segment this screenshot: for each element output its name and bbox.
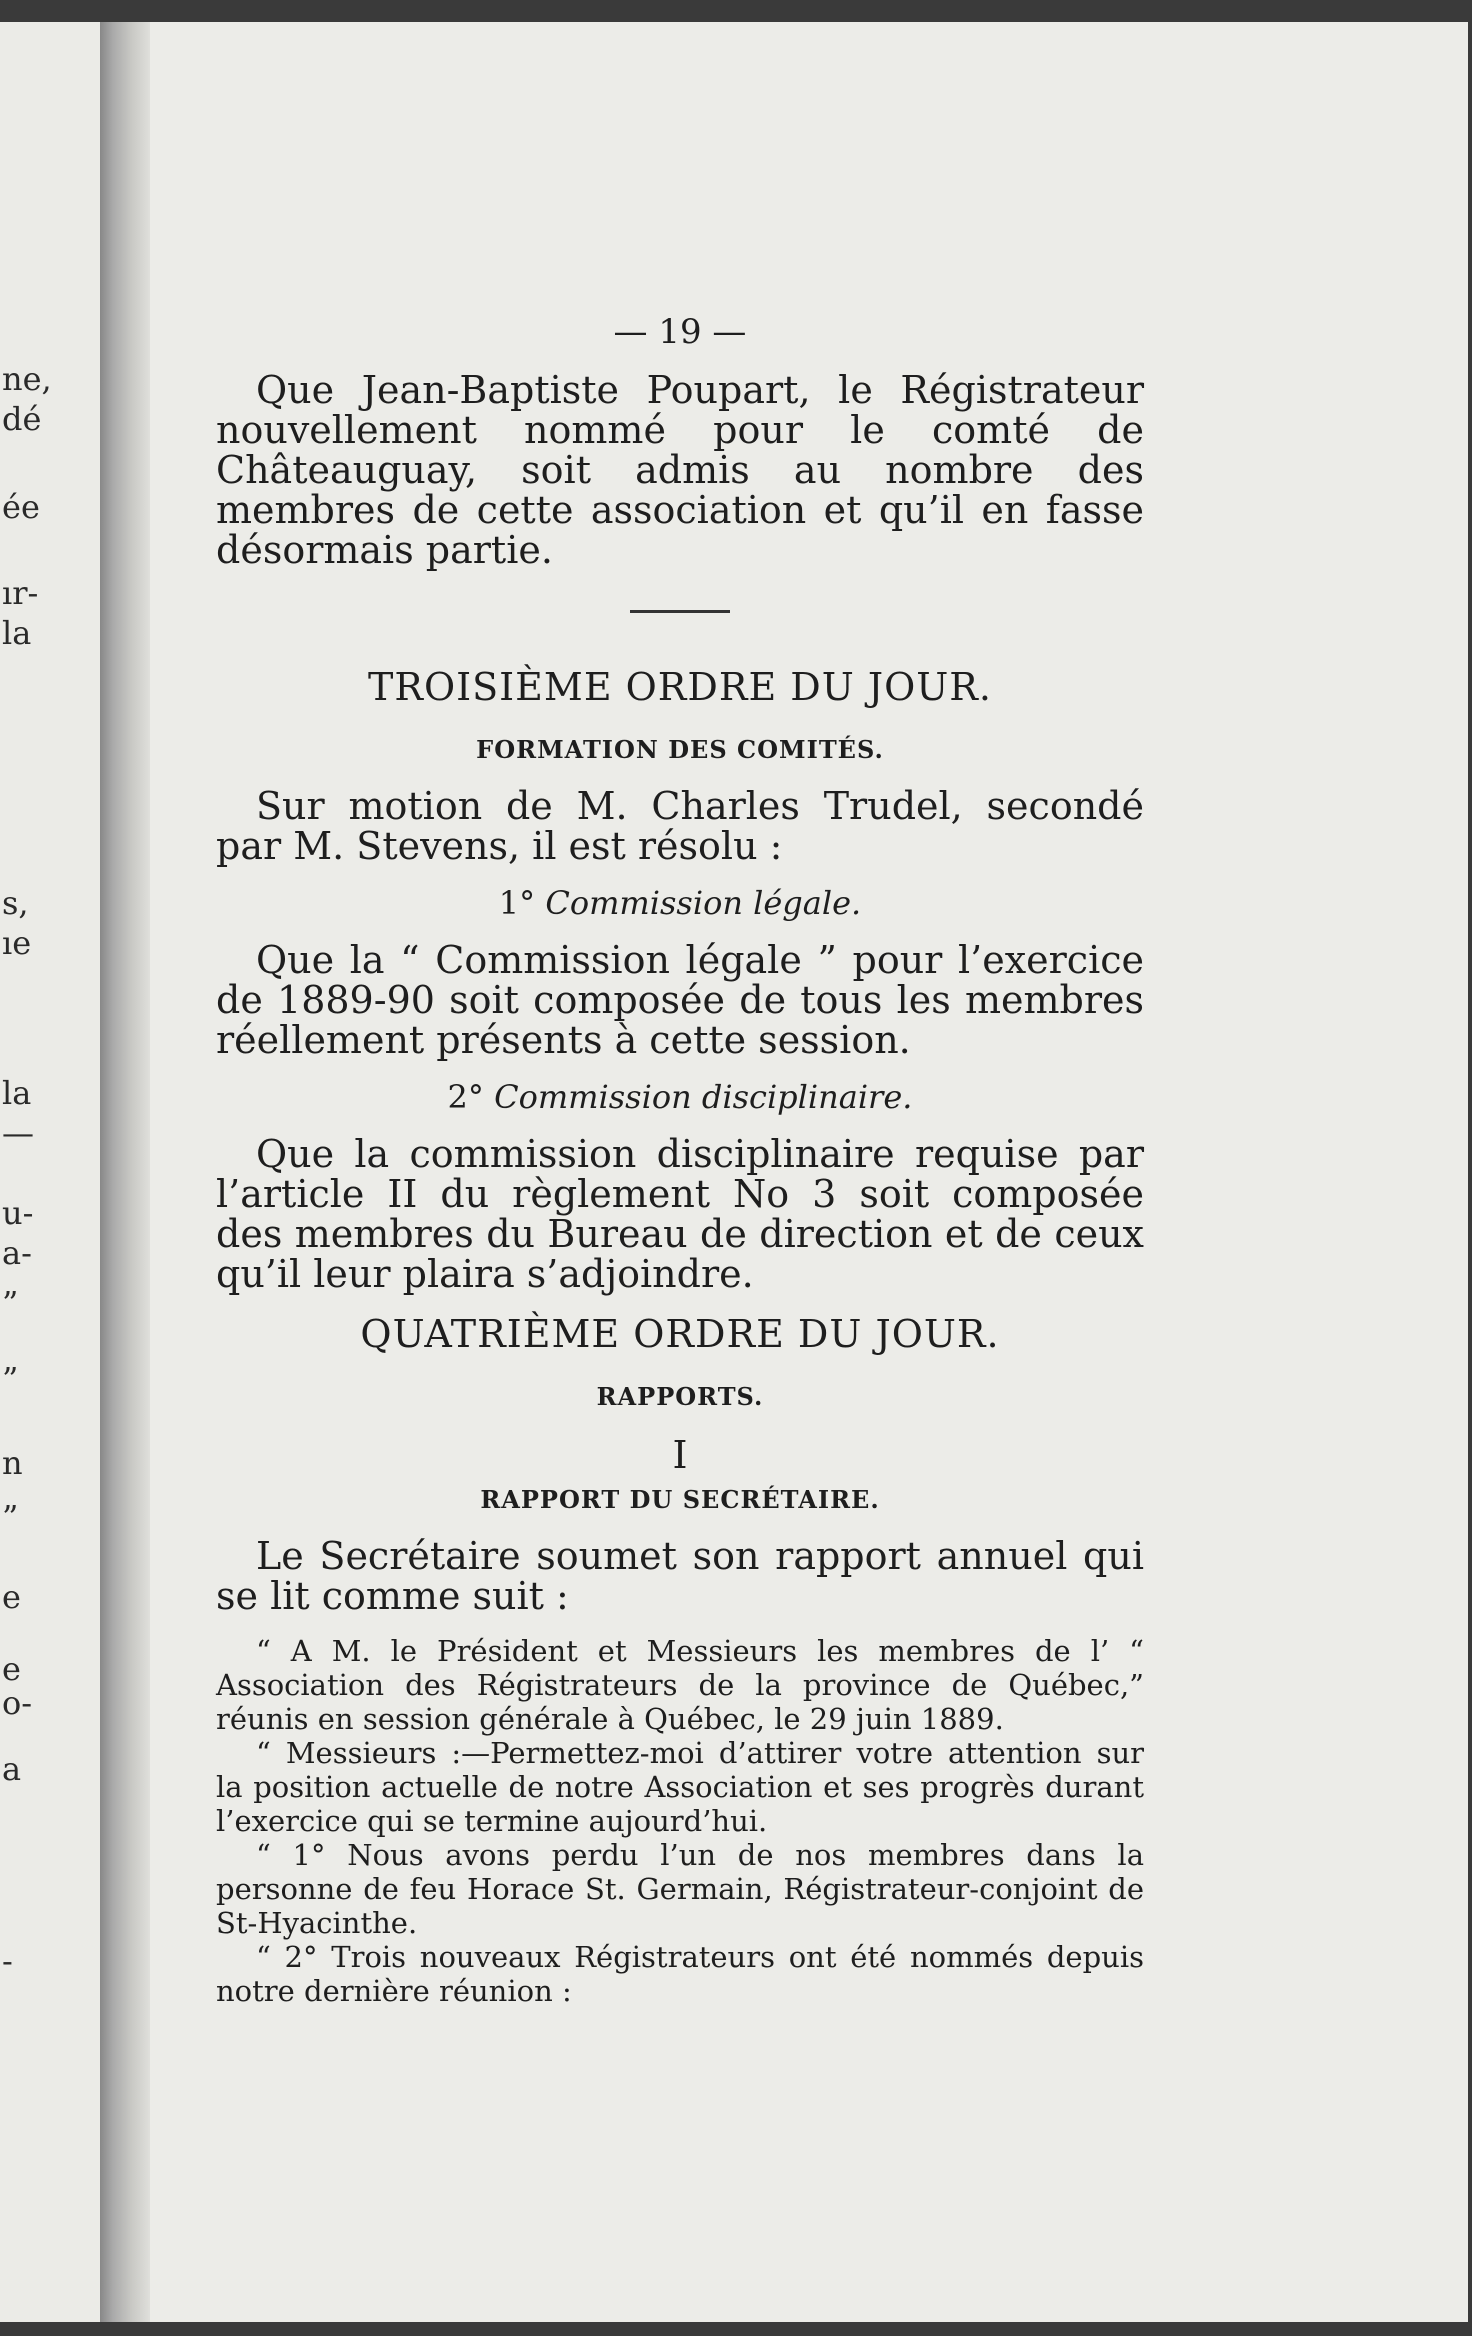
subsection-heading: RAPPORT DU SECRÉTAIRE.: [480, 1485, 880, 1514]
facing-text-fragment: ır-: [2, 574, 39, 612]
facing-text-fragment: a-: [2, 1234, 32, 1272]
document-page: [150, 22, 1468, 2322]
facing-text-fragment: ne,: [2, 360, 52, 398]
commission-number: 2°: [447, 1078, 484, 1116]
facing-text-fragment: e: [2, 1650, 21, 1688]
page-text-block: [216, 312, 1144, 2008]
subsection-heading: FORMATION DES COMITÉS.: [476, 735, 884, 764]
quoted-paragraph: “ A M. le Président et Messieurs les membres de l’ “ Association des Régistrateurs de la province de Québec,” réunis en session générale à Québec, le 29 juin 1889.: [216, 1634, 1144, 1736]
facing-text-fragment: ”: [2, 1360, 19, 1398]
facing-text-fragment: la: [2, 614, 32, 652]
commission-heading: [216, 884, 1144, 922]
quoted-paragraph: “ 1° Nous avons perdu l’un de nos membres dans la personne de feu Horace St. Germain, Régistrateur-conjoint de St-Hyacinthe.: [216, 1838, 1144, 1940]
paragraph: Que Jean-Baptiste Poupart, le Régistrateur nouvellement nommé pour le comté de Châteauguay, soit admis au nombre des membres de cette association et qu’il en fasse désormais partie.: [216, 368, 1144, 572]
section-separator: [630, 610, 730, 613]
paragraph: Que la “ Commission légale ” pour l’exercice de 1889-90 soit composée de tous les membres réellement présents à cette session.: [216, 938, 1144, 1062]
paragraph: Le Secrétaire soumet son rapport annuel qui se lit comme suit :: [216, 1534, 1144, 1618]
facing-text-fragment: e: [2, 1578, 21, 1616]
page-number: — 19 —: [613, 312, 747, 352]
quoted-paragraph: “ 2° Trois nouveaux Régistrateurs ont été nommés depuis notre dernière réunion :: [216, 1940, 1144, 2008]
facing-text-fragment: —: [2, 1114, 34, 1152]
facing-text-fragment: u-: [2, 1194, 34, 1232]
commission-heading: [216, 1078, 1144, 1116]
paragraph: Que la commission disciplinaire requise par l’article II du règlement No 3 soit composée des membres du Bureau de direction et de ceux qu’il leur plaira s’adjoindre.: [216, 1132, 1144, 1296]
section-heading: QUATRIÈME ORDRE DU JOUR.: [360, 1312, 1000, 1356]
facing-text-fragment: ée: [2, 488, 40, 526]
commission-title: Commission disciplinaire.: [494, 1078, 913, 1116]
roman-numeral: I: [672, 1433, 688, 1477]
section-heading: TROISIÈME ORDRE DU JOUR.: [368, 665, 992, 709]
book-gutter: [100, 22, 152, 2322]
paragraph: Sur motion de M. Charles Trudel, secondé par M. Stevens, il est résolu :: [216, 784, 1144, 868]
commission-number: 1°: [498, 884, 536, 922]
facing-text-fragment: la: [2, 1074, 32, 1112]
quoted-paragraph: “ Messieurs :—Permettez-moi d’attirer votre attention sur la position actuelle de notre Association et ses progrès durant l’exercice qui se termine aujourd’hui.: [216, 1736, 1144, 1838]
facing-text-fragment: dé: [2, 400, 42, 438]
facing-text-fragment: ”: [2, 1498, 19, 1536]
subsection-heading: RAPPORTS.: [596, 1382, 764, 1411]
facing-text-fragment: n: [2, 1444, 23, 1482]
facing-text-fragment: s,: [2, 884, 29, 922]
facing-text-fragment: a: [2, 1750, 22, 1788]
facing-text-fragment: -: [2, 1942, 13, 1980]
facing-text-fragment: ”: [2, 1284, 19, 1322]
facing-text-fragment: ıe: [2, 924, 32, 962]
commission-title: Commission légale.: [545, 884, 862, 922]
facing-text-fragment: o-: [2, 1684, 33, 1722]
